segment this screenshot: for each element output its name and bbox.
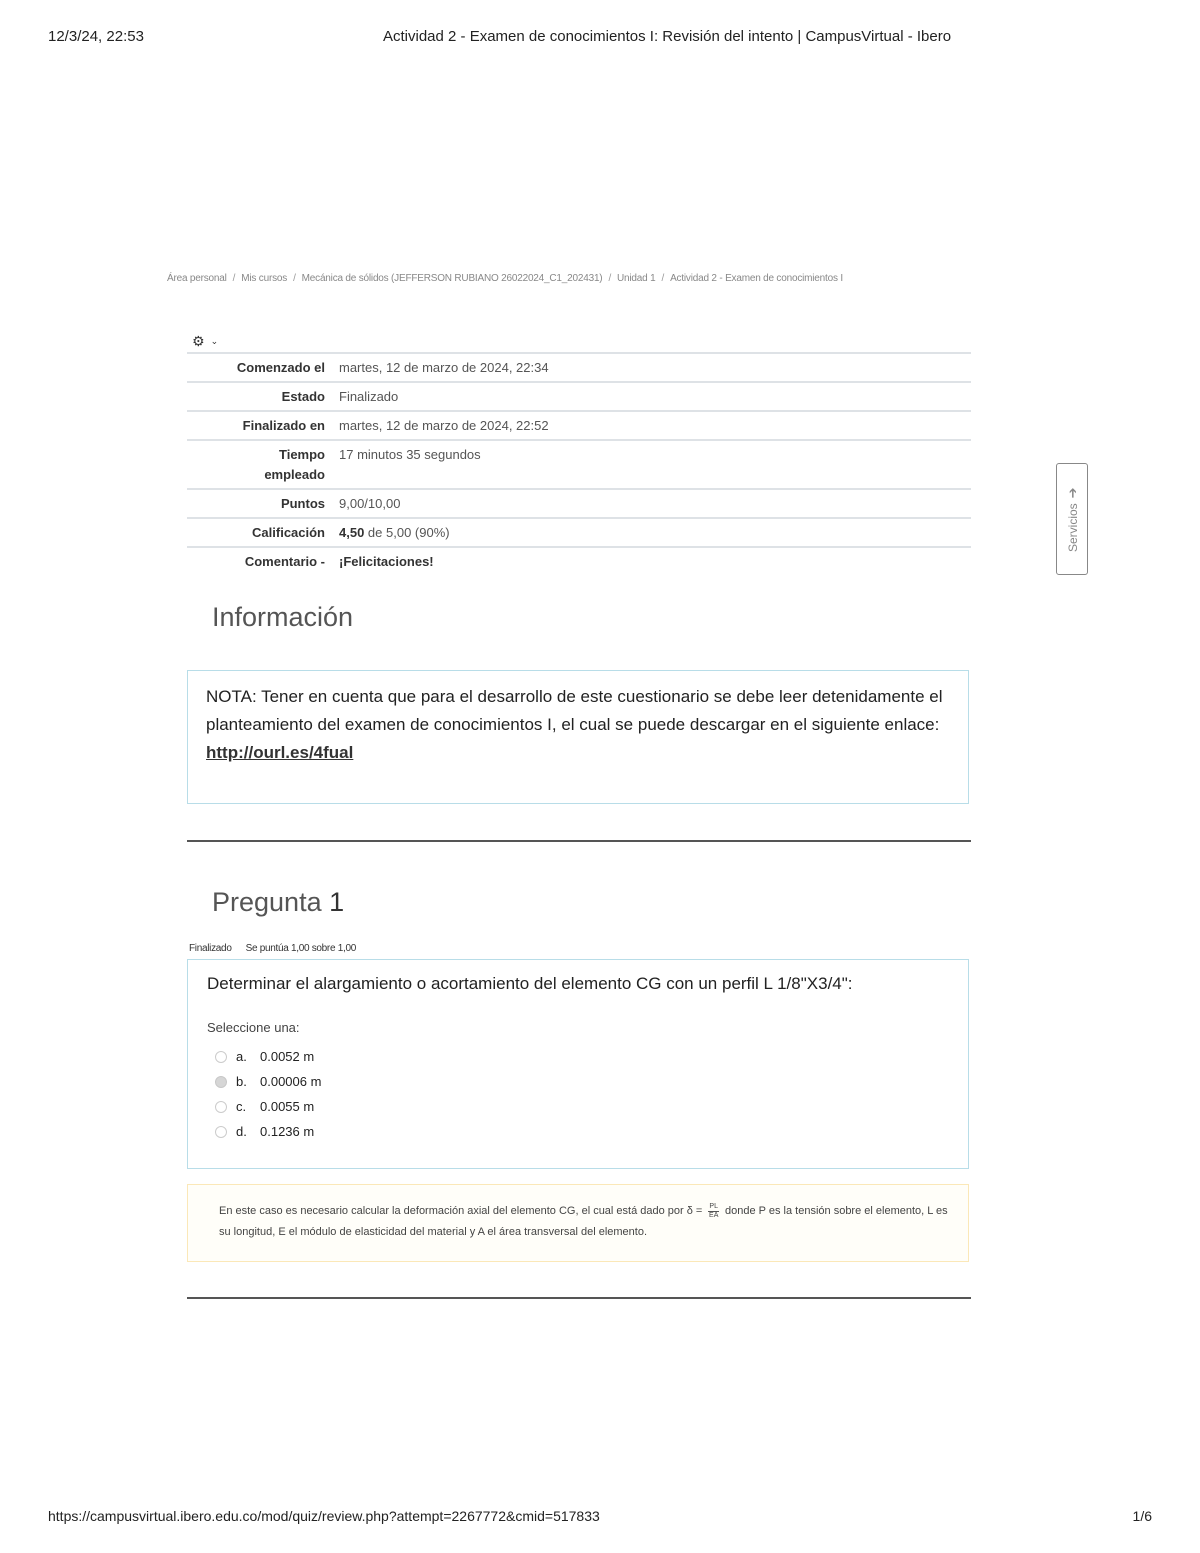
question-score: Se puntúa 1,00 sobre 1,00 — [245, 943, 356, 954]
formula-numerator: PL — [709, 1202, 718, 1210]
print-date: 12/3/24, 22:53 — [48, 28, 144, 45]
radio-button[interactable] — [215, 1126, 227, 1138]
info-section-title: Información — [212, 602, 354, 632]
points-value: 9,00/10,00 — [339, 496, 401, 511]
breadcrumb-item-mis-cursos[interactable]: Mis cursos — [241, 273, 288, 284]
finished-value: martes, 12 de marzo de 2024, 22:52 — [339, 418, 549, 433]
started-label: Comenzado el — [236, 360, 325, 375]
question-title — [212, 887, 344, 918]
option-letter: b. — [236, 1074, 247, 1089]
question-status — [189, 943, 356, 954]
question-text: Determinar el alargamiento o acortamiento del elemento CG con un perfil L 1/8"X3/4": — [207, 974, 853, 993]
info-box — [187, 670, 969, 804]
option-value: 0.1236 m — [260, 1124, 315, 1139]
comment-text: ¡Felicitaciones! — [339, 554, 434, 569]
breadcrumb-separator: / — [608, 273, 612, 284]
breadcrumb-item-area-personal[interactable]: Área personal — [167, 273, 227, 284]
gear-icon: ⚙ — [192, 333, 205, 349]
breadcrumb-item-unidad[interactable]: Unidad 1 — [617, 273, 656, 284]
feedback-box — [187, 1184, 969, 1262]
option-letter: d. — [236, 1124, 247, 1139]
summary-row-time — [187, 440, 971, 489]
services-drawer-tab[interactable] — [1056, 463, 1088, 575]
attempt-summary-table — [187, 352, 971, 575]
time-label-line2: empleado — [264, 467, 325, 482]
grade-value-bold: 4,50 — [339, 525, 365, 540]
answer-option-c[interactable] — [207, 1094, 949, 1119]
print-title: Actividad 2 - Examen de conocimientos I: Revisión del intento | CampusVirtual - Ibero — [383, 28, 952, 45]
feedback-text-part2: donde P es la tensión sobre el elemento, L es su longitud, E el módulo de elasticidad del material y A el área transversal del elemento. — [219, 1205, 948, 1238]
comment-label: Comentario - — [244, 554, 325, 569]
answer-option-a[interactable] — [207, 1044, 949, 1069]
services-label: Servicios — [1066, 503, 1080, 552]
breadcrumb-item-course[interactable]: Mecánica de sólidos (JEFFERSON RUBIANO 26022024_C1_202431) — [301, 273, 603, 284]
radio-button[interactable] — [215, 1101, 227, 1113]
breadcrumb-separator: / — [293, 273, 296, 284]
started-value: martes, 12 de marzo de 2024, 22:34 — [339, 360, 549, 375]
summary-row-state — [187, 382, 971, 411]
state-value: Finalizado — [339, 389, 399, 404]
option-value: 0.00006 m — [260, 1074, 322, 1089]
feedback-text-part1: En este caso es necesario calcular la deformación axial del elemento CG, el cual está dado por δ = — [219, 1205, 706, 1217]
print-header — [48, 28, 1152, 48]
arrow-right-icon: ➔ — [1065, 487, 1080, 499]
radio-button[interactable] — [215, 1051, 227, 1063]
summary-row-points — [187, 489, 971, 518]
finished-label: Finalizado en — [242, 418, 325, 433]
section-divider — [187, 840, 971, 842]
formula-denominator: EA — [709, 1211, 719, 1219]
points-label: Puntos — [280, 496, 325, 511]
time-label — [187, 440, 335, 489]
option-letter: a. — [236, 1049, 247, 1064]
breadcrumb — [167, 273, 843, 284]
question-box — [187, 959, 969, 1169]
breadcrumb-item-activity[interactable]: Actividad 2 - Examen de conocimientos I — [670, 273, 843, 284]
print-url: https://campusvirtual.ibero.edu.co/mod/quiz/review.php?attempt=2267772&cmid=517833 — [48, 1508, 600, 1524]
info-text: NOTA: Tener en cuenta que para el desarrollo de este cuestionario se debe leer detenidamente el planteamiento del examen de conocimientos I, el cual se puede descargar en el siguiente enlace: — [206, 687, 943, 734]
summary-row-started — [187, 353, 971, 382]
summary-row-comment — [187, 547, 971, 575]
question-title-word: Pregunta — [212, 887, 322, 917]
info-download-link[interactable]: http://ourl.es/4fual — [206, 743, 354, 762]
section-divider — [187, 1297, 971, 1299]
summary-row-finished — [187, 411, 971, 440]
answer-option-d[interactable] — [207, 1119, 949, 1144]
option-value: 0.0052 m — [260, 1049, 315, 1064]
question-prompt: Seleccione una: — [207, 1020, 300, 1035]
question-number: 1 — [329, 887, 345, 917]
breadcrumb-separator: / — [232, 273, 236, 284]
breadcrumb-separator: / — [661, 273, 665, 284]
answer-option-b[interactable] — [207, 1069, 949, 1094]
time-label-line1: Tiempo — [279, 447, 325, 462]
comment-value — [335, 547, 971, 575]
time-value: 17 minutos 35 segundos — [339, 447, 481, 462]
answer-options — [207, 1044, 949, 1144]
print-page-number: 1/6 — [1132, 1508, 1152, 1524]
state-label: Estado — [281, 389, 325, 404]
radio-button-selected[interactable] — [215, 1076, 227, 1088]
grade-label: Calificación — [252, 525, 325, 540]
summary-row-grade — [187, 518, 971, 547]
grade-value-rest: de 5,00 (90%) — [364, 525, 450, 540]
option-letter: c. — [236, 1099, 247, 1114]
question-state: Finalizado — [189, 943, 232, 954]
grade-value — [335, 518, 971, 547]
formula-fraction — [708, 1203, 719, 1220]
settings-menu-button[interactable] — [192, 333, 218, 350]
option-value: 0.0055 m — [260, 1099, 315, 1114]
chevron-down-icon: ⌄ — [210, 336, 219, 346]
